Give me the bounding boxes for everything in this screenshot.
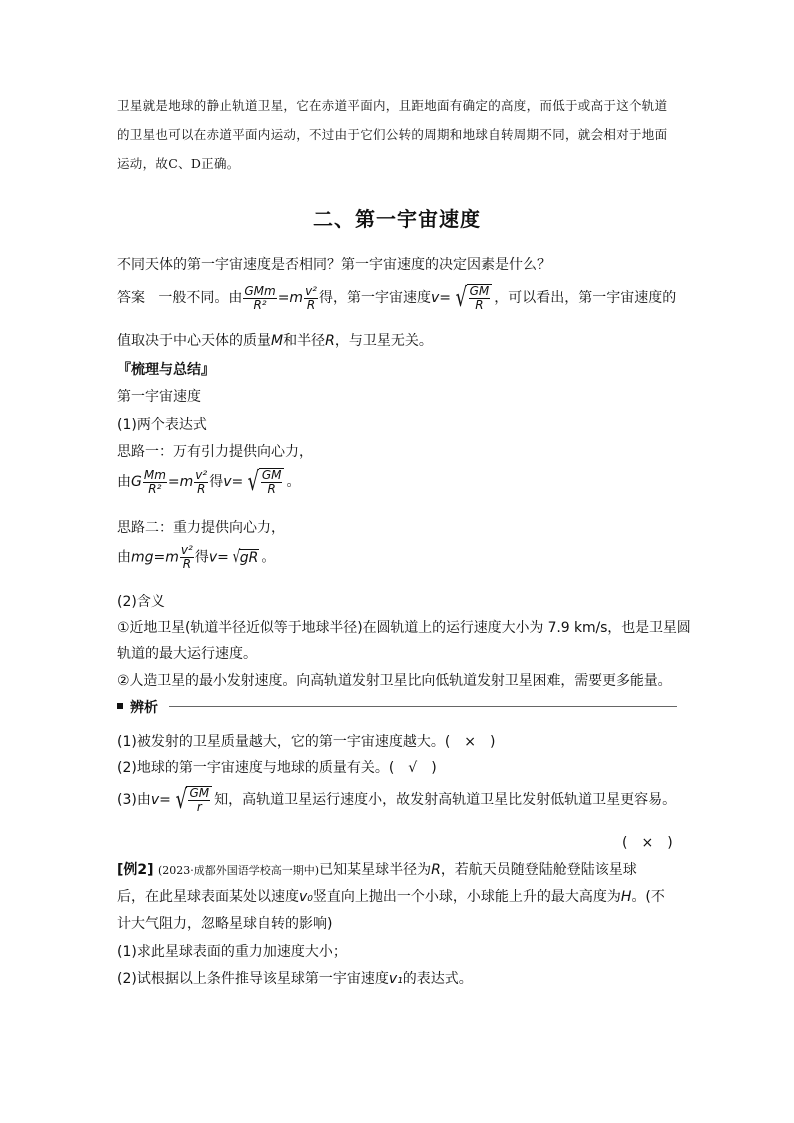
radical-body [467, 284, 493, 312]
idea2-text: 思路二：重力提供向心力， [117, 520, 285, 536]
judge3-mark: ( × ) [622, 835, 673, 851]
answer-text-3: ，可以看出，第一宇宙速度的 [494, 290, 677, 306]
radical-sign: √ [247, 467, 260, 497]
fraction-numerator: v² [195, 467, 208, 482]
meaning1-line-b: 轨道的最大运行速度。 [117, 646, 257, 662]
item1-label: (1)两个表达式 [117, 417, 207, 433]
fraction-v2-r [194, 469, 208, 496]
formula2-end: 。 [261, 549, 276, 566]
example-tag: [例2] [117, 862, 154, 878]
fraction-denominator: R [197, 481, 206, 496]
answer-label: 答案 [117, 290, 145, 306]
example-q1: (1)求此星球表面的重力加速度大小； [117, 944, 347, 960]
fraction-gm-r [469, 285, 491, 312]
example-source: (2023·成都外国语学校高一期中) [158, 864, 320, 877]
judge2-text: (2)地球的第一宇宙速度与地球的质量有关。( √ ) [117, 760, 437, 776]
answer-text-5: 和半径 [283, 333, 326, 349]
fraction-numerator: Mm [143, 467, 166, 482]
formula1 [117, 468, 300, 496]
fraction-denominator: R [267, 482, 276, 496]
equals-sign: = [231, 474, 244, 490]
answer-text-2: 得，第一宇宙速度 [319, 290, 431, 306]
section-title: 二、第一宇宙速度 [313, 207, 481, 231]
judge3-pre: (3)由 [117, 792, 151, 808]
radical-sign: √ [232, 547, 241, 567]
fraction-mm-r2 [143, 469, 167, 496]
equals-m: =m [167, 474, 194, 490]
fraction-denominator: R [182, 557, 192, 571]
variable-v: v [150, 792, 160, 808]
sqrt-gm-r [245, 468, 284, 496]
variable-mg: mg [131, 549, 154, 566]
summary-heading: 第一宇宙速度 [117, 389, 201, 405]
fraction-denominator: r [196, 800, 202, 814]
equals-m: =m [277, 290, 304, 306]
example-q2b: 的表达式。 [402, 971, 473, 987]
question-text: 不同天体的第一宇宙速度是否相同？第一宇宙速度的决定因素是什么？ [117, 257, 551, 273]
answer-line-1 [117, 284, 676, 312]
variable-H: H [620, 889, 632, 905]
example-line-1 [117, 859, 637, 879]
item2-label: (2)含义 [117, 594, 165, 610]
example-text-2b: 竖直向上抛出一个小球，小球能上升的最大高度为 [312, 889, 621, 905]
variable-R: R [431, 862, 441, 878]
answer-line-2 [117, 330, 433, 350]
fraction-denominator: R² [253, 297, 267, 312]
answer-text-1: 一般不同。由 [158, 290, 243, 306]
radical-body [259, 468, 285, 496]
idea1-text: 思路一：万有引力提供向心力， [117, 444, 313, 460]
fraction-denominator: R² [148, 481, 162, 496]
judge1-text: (1)被发射的卫星质量越大，它的第一宇宙速度越大。( × ) [117, 734, 496, 750]
fraction-denominator: R [306, 297, 316, 312]
example-text-2a: 后，在此星球表面某处以速度 [117, 889, 299, 905]
radical-body: gR [239, 550, 259, 566]
fraction-numerator: v² [305, 283, 317, 298]
equals-sign: = [217, 549, 229, 566]
fraction-v2-r [180, 544, 194, 571]
formula2-de: 得 [194, 549, 209, 566]
equals-sign: = [439, 290, 452, 306]
example-q2a: (2)试根据以上条件推导该星球第一宇宙速度 [117, 971, 389, 987]
sqrt-gm-r [453, 284, 492, 312]
variable-v: v [208, 549, 218, 566]
formula1-end: 。 [286, 474, 301, 490]
example-line-2 [117, 886, 665, 906]
meaning2-text: ②人造卫星的最小发射速度。向高轨道发射卫星比向低轨道发射卫星困难，需要更多能量。 [117, 673, 672, 689]
square-bullet-icon [117, 703, 123, 709]
meaning1-line-a: ①近地卫星(轨道半径近似等于地球半径)在圆轨道上的运行速度大小为 7.9 km/s，也是卫星圆 [117, 620, 691, 636]
answer-text-4: 值取决于中心天体的质量 [117, 333, 271, 349]
fraction-numerator: GM [469, 284, 490, 298]
fraction-numerator: GM [189, 786, 210, 800]
divider [169, 706, 677, 707]
fraction-gmm-r2 [243, 285, 276, 312]
analysis-header [117, 700, 677, 714]
fraction-numerator: v² [180, 543, 193, 557]
judge3-post: 知，高轨道卫星运行速度小，故发射高轨道卫星比发射低轨道卫星更容易。 [214, 792, 677, 808]
variable-R: R [325, 333, 335, 349]
radical-body [186, 786, 212, 814]
sqrt-gm-r [173, 786, 212, 814]
fraction-gm-r [188, 787, 210, 814]
example-text-2c: 。(不 [631, 889, 665, 905]
fraction-gm-r [261, 469, 283, 496]
fraction-denominator: R [475, 298, 484, 312]
summary-label: 『梳理与总结』 [117, 362, 215, 378]
formula2-pre: 由 [117, 549, 131, 566]
variable-v: v [431, 290, 440, 306]
analysis-label: 辨析 [130, 700, 158, 716]
variable-G: G [131, 474, 142, 490]
fraction-v2-r [304, 285, 318, 312]
variable-v1: v₁ [388, 971, 403, 987]
example-text-1a: 已知某星球半径为 [319, 862, 432, 878]
intro-paragraph: 卫星就是地球的静止轨道卫星，它在赤道平面内，且距地面有确定的高度，而低于或高于这个轨道的卫星也可以在赤道平面内运动，不过由于它们公转的周期和地球自转周期不同，就会相对于地面运动，故C、D正确。 [117, 98, 668, 171]
variable-v: v [223, 474, 232, 490]
variable-v0: v₀ [299, 889, 313, 905]
radical-sign: √ [455, 283, 468, 313]
formula1-pre: 由 [117, 474, 131, 490]
radical-sign: √ [175, 785, 187, 815]
example-q2 [117, 968, 473, 988]
example-text-1b: ，若航天员随登陆舱登陆该星球 [440, 862, 637, 878]
formula1-de: 得 [209, 474, 224, 490]
equals-sign: = [159, 792, 171, 808]
fraction-numerator: GM [261, 468, 282, 482]
formula2 [117, 544, 275, 571]
answer-text-6: ，与卫星无关。 [334, 333, 433, 349]
fraction-numerator: GMm [244, 283, 276, 298]
example-line-3: 计大气阻力，忽略星球自转的影响) [117, 916, 333, 932]
sqrt-gr [231, 549, 259, 566]
variable-M: M [271, 333, 284, 349]
equals-m: =m [153, 549, 179, 566]
judge3-text [117, 786, 676, 814]
